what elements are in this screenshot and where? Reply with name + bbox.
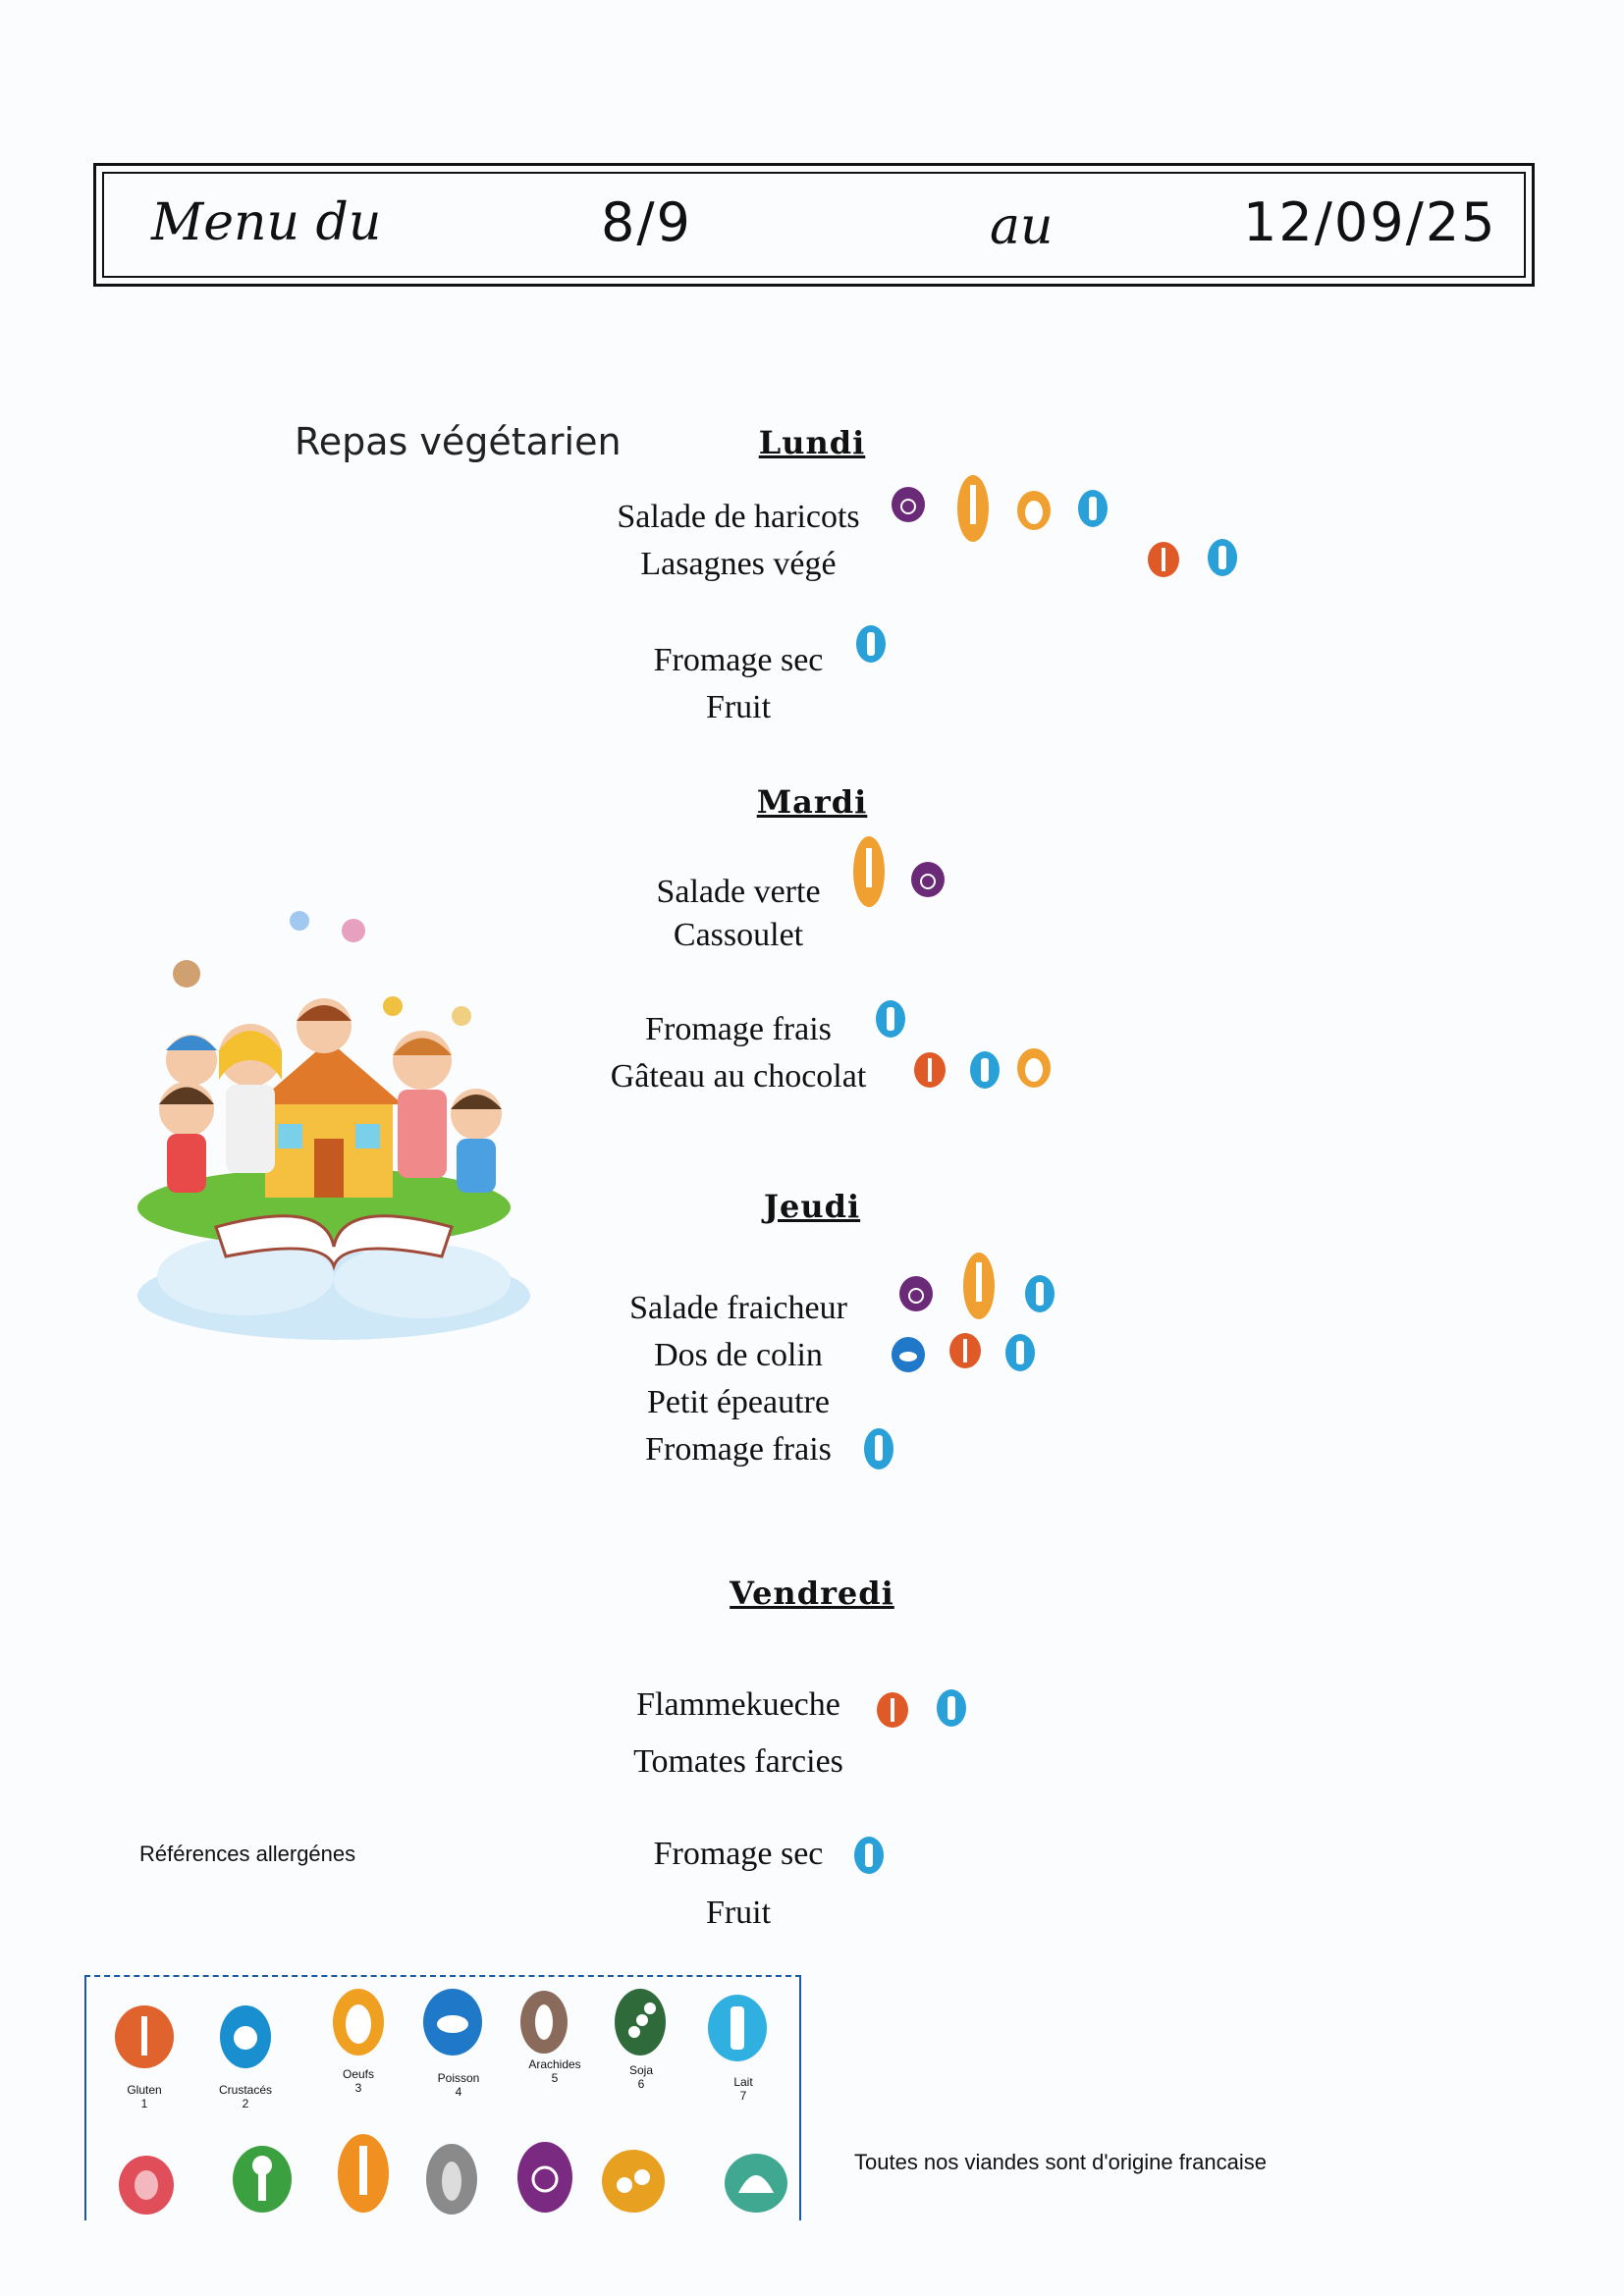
dish-mardi-3: Fromage frais (645, 1011, 832, 1047)
milk-icon (1204, 530, 1241, 577)
dish-mardi-2: Cassoulet (673, 917, 804, 953)
lupin-icon (595, 2130, 672, 2218)
dish-lundi-2: Lasagnes végé (640, 546, 837, 582)
meat-origin-note: Toutes nos viandes sont d'origine francaise (854, 2150, 1268, 2174)
soy-icon (611, 1973, 670, 2061)
dish-jeudi-2: Dos de colin (654, 1337, 823, 1373)
date-to: 12/09/25 (1243, 191, 1497, 253)
dish-vendredi-3: Fromage sec (653, 1836, 824, 1872)
dish-jeudi-3: Petit épeautre (647, 1384, 830, 1420)
milk-icon (1074, 481, 1111, 528)
sesame-icon (420, 2126, 483, 2218)
dish-jeudi-1: Salade fraicheur (629, 1290, 847, 1326)
milk-icon (1021, 1266, 1058, 1313)
allergen-label-oeufs: Oeufs 3 (342, 2067, 374, 2095)
menu-header-frame (93, 163, 1535, 287)
gluten-icon (911, 1042, 948, 1090)
gluten-icon (110, 1993, 179, 2071)
allergen-label-arachides: Arachides 5 (528, 2057, 581, 2085)
allergen-label-poisson: Poisson 4 (437, 2071, 480, 2099)
date-connector: au (990, 197, 1054, 256)
dish-vendredi-1: Flammekueche (636, 1686, 840, 1723)
sulfites-icon (513, 2120, 577, 2218)
date-from: 8/9 (601, 191, 692, 253)
day-title-vendredi: Vendredi (730, 1575, 894, 1612)
dish-vendredi-2: Tomates farcies (633, 1743, 843, 1780)
day-title-lundi: Lundi (758, 424, 866, 461)
allergen-label-soja: Soja 6 (628, 2063, 654, 2091)
allergen-label-lait: Lait 7 (733, 2075, 753, 2103)
fish-icon (418, 1973, 487, 2061)
day-title-mardi: Mardi (756, 783, 868, 821)
peanut-icon (514, 1975, 573, 2059)
crustaceans-icon (216, 1993, 275, 2071)
dish-vendredi-4: Fruit (705, 1895, 772, 1931)
day-title-jeudi: Jeudi (763, 1188, 861, 1225)
allergen-label-crustaces: Crustacés 2 (218, 2083, 273, 2110)
allergen-label-gluten: Gluten 1 (127, 2083, 162, 2110)
menu-header-inner-frame (102, 172, 1526, 278)
sulfites-icon (890, 477, 927, 524)
fish-icon (890, 1327, 927, 1374)
milk-icon (850, 1828, 888, 1875)
milk-icon (872, 991, 909, 1039)
gluten-icon (1145, 532, 1182, 579)
dish-jeudi-4: Fromage frais (645, 1431, 832, 1468)
sulfites-icon (897, 1266, 935, 1313)
egg-icon (1015, 1042, 1053, 1090)
dish-mardi-4: Gâteau au chocolat (610, 1058, 867, 1095)
milk-icon (852, 616, 890, 664)
milk-icon (1001, 1325, 1039, 1372)
nuts-icon (114, 2138, 179, 2218)
children-house-book-illustration (98, 903, 560, 1355)
mustard-icon (334, 2110, 393, 2218)
egg-icon (1015, 485, 1053, 532)
sulfites-icon (909, 852, 947, 899)
allergen-references-title: Références allergénes (139, 1842, 356, 1866)
menu-label: Menu du (151, 193, 382, 252)
meal-type-subtitle: Repas végétarien (295, 420, 622, 463)
celery-icon (850, 823, 888, 913)
gluten-icon (874, 1682, 911, 1730)
dish-lundi-4: Fruit (705, 689, 772, 725)
egg-icon (329, 1973, 388, 2061)
dish-lundi-1: Salade de haricots (617, 499, 860, 535)
gluten-icon (947, 1323, 984, 1370)
celery-icon (954, 461, 992, 546)
dish-mardi-1: Salade verte (656, 874, 821, 910)
celery-icon (960, 1239, 998, 1323)
dish-lundi-3: Fromage sec (653, 642, 824, 678)
milk-icon (703, 1979, 772, 2067)
milk-icon (966, 1042, 1003, 1090)
mollusc-icon (717, 2136, 795, 2218)
celery-leaf-icon (228, 2128, 297, 2218)
milk-icon (860, 1417, 897, 1472)
milk-icon (933, 1681, 970, 1728)
